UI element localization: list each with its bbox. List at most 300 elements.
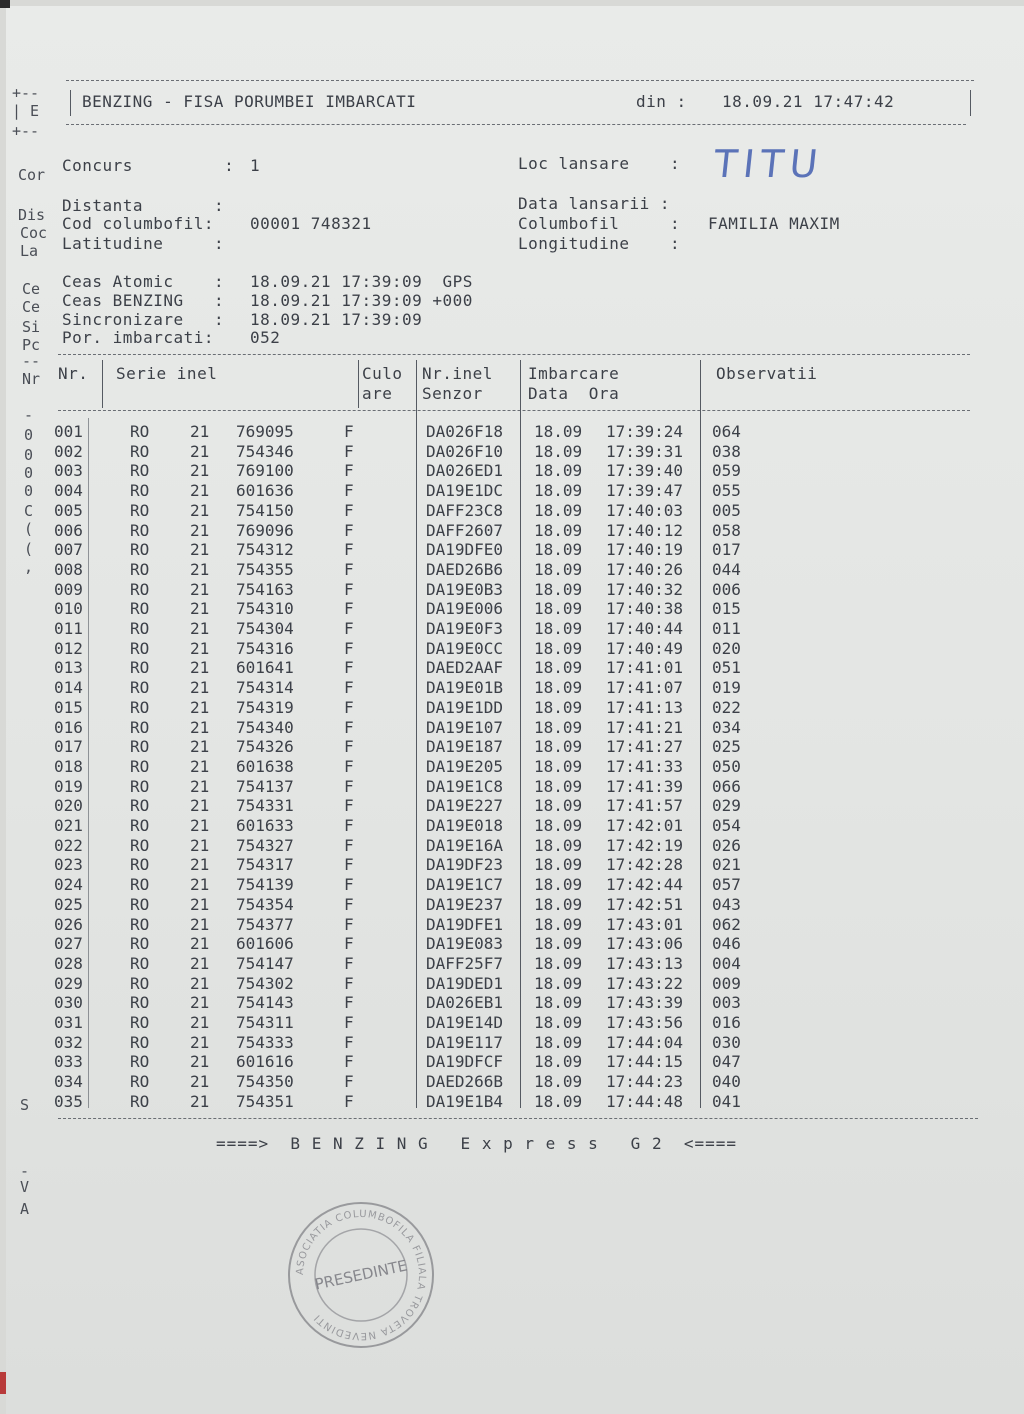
cell-country: RO <box>130 717 150 737</box>
cell-sex: F <box>344 422 354 441</box>
cell-sex: F <box>344 481 354 501</box>
cell-country: RO <box>130 638 150 658</box>
cell-data: 18.09 <box>534 737 583 757</box>
cell-sex: F <box>344 461 354 481</box>
stub-2: +-- <box>12 122 40 140</box>
cell-ring: 769095 <box>236 422 294 441</box>
cell-sex: F <box>344 697 354 717</box>
cell-country: RO <box>130 1091 150 1111</box>
cell-senzor: DA19E107 <box>426 717 504 737</box>
cell-senzor: DA19E1C7 <box>426 875 504 895</box>
cell-nr: 024 <box>54 875 83 895</box>
cell-sex: F <box>344 934 354 954</box>
title-left-bar <box>70 90 71 116</box>
cell-data: 18.09 <box>534 697 583 717</box>
cell-ring: 601641 <box>236 658 294 678</box>
table-row <box>6 1092 1024 1112</box>
cell-data: 18.09 <box>534 500 583 520</box>
cell-data: 18.09 <box>534 1072 583 1092</box>
cell-country: RO <box>130 579 150 599</box>
cell-senzor: DAFF25F7 <box>426 953 504 973</box>
cell-ora: 17:40:38 <box>606 599 684 619</box>
cell-country: RO <box>130 599 150 619</box>
cell-senzor: DA19E117 <box>426 1032 504 1052</box>
cell-data: 18.09 <box>534 638 583 658</box>
cell-year: 21 <box>190 953 210 973</box>
cell-data: 18.09 <box>534 579 583 599</box>
corner-mark <box>0 0 10 8</box>
cell-year: 21 <box>190 678 210 698</box>
cell-sex: F <box>344 776 354 796</box>
cell-nr: 013 <box>54 658 83 678</box>
cell-nr: 008 <box>54 559 83 579</box>
cell-data: 18.09 <box>534 796 583 816</box>
data-lansarii-label: Data lansarii : <box>518 194 670 213</box>
cell-sex: F <box>344 520 354 540</box>
table-row <box>6 1072 1024 1092</box>
cell-senzor: DAED2AAF <box>426 658 504 678</box>
table-row <box>6 501 1024 521</box>
cell-sex: F <box>344 658 354 678</box>
cell-nr: 002 <box>54 441 83 461</box>
table-row <box>6 954 1024 974</box>
cell-nr: 033 <box>54 1052 83 1072</box>
cell-year: 21 <box>190 914 210 934</box>
header-nr-inel-1: Nr.inel <box>422 364 493 383</box>
table-row <box>6 737 1024 757</box>
stub-0: +-- <box>12 84 40 102</box>
cell-ring: 754351 <box>236 1091 294 1111</box>
table-row <box>6 461 1024 481</box>
cell-data: 18.09 <box>534 914 583 934</box>
cell-country: RO <box>130 461 150 481</box>
cell-year: 21 <box>190 579 210 599</box>
cell-ring: 754147 <box>236 953 294 973</box>
cell-ora: 17:42:44 <box>606 875 684 895</box>
cell-obs: 011 <box>712 619 741 638</box>
cell-obs: 054 <box>712 816 741 835</box>
cell-data: 18.09 <box>534 1013 583 1032</box>
cell-obs: 004 <box>712 953 741 973</box>
cell-year: 21 <box>190 619 210 638</box>
cell-year: 21 <box>190 737 210 757</box>
cell-country: RO <box>130 1013 150 1032</box>
table-row <box>6 1052 1024 1072</box>
table-row <box>6 796 1024 816</box>
cell-country: RO <box>130 540 150 560</box>
cell-ora: 17:44:04 <box>606 1032 684 1052</box>
col-sep-nr <box>102 360 103 408</box>
cell-obs: 030 <box>712 1032 741 1052</box>
cell-nr: 005 <box>54 500 83 520</box>
cell-year: 21 <box>190 973 210 993</box>
cell-ora: 17:40:32 <box>606 579 684 599</box>
cell-ora: 17:43:01 <box>606 914 684 934</box>
cell-senzor: DA19E227 <box>426 796 504 816</box>
cell-year: 21 <box>190 796 210 816</box>
cell-ora: 17:42:19 <box>606 835 684 855</box>
cell-ring: 754319 <box>236 697 294 717</box>
cell-ring: 754326 <box>236 737 294 757</box>
cell-nr: 003 <box>54 461 83 481</box>
cell-obs: 058 <box>712 520 741 540</box>
cod-columbofil-value: 00001 748321 <box>250 214 372 233</box>
cell-country: RO <box>130 422 150 441</box>
cell-year: 21 <box>190 1091 210 1111</box>
cell-senzor: DAED26B6 <box>426 559 504 579</box>
cell-data: 18.09 <box>534 481 583 501</box>
cell-ora: 17:41:13 <box>606 697 684 717</box>
cod-columbofil-label: Cod columbofil: <box>62 214 214 233</box>
por-imbarcati-value: 052 <box>250 328 281 347</box>
cell-ora: 17:43:56 <box>606 1013 684 1032</box>
table-row <box>6 599 1024 619</box>
cell-year: 21 <box>190 1072 210 1092</box>
cell-country: RO <box>130 520 150 540</box>
cell-ora: 17:41:07 <box>606 678 684 698</box>
table-row <box>6 658 1024 678</box>
cell-senzor: DA19E0CC <box>426 638 504 658</box>
cell-data: 18.09 <box>534 973 583 993</box>
stub-12: Nr <box>22 370 41 388</box>
cell-ora: 17:41:39 <box>606 776 684 796</box>
cell-nr: 023 <box>54 855 83 875</box>
cell-nr: 011 <box>54 619 83 638</box>
cell-year: 21 <box>190 559 210 579</box>
cell-obs: 005 <box>712 500 741 520</box>
cell-senzor: DA026ED1 <box>426 461 504 481</box>
title-bottom-rule <box>66 124 966 125</box>
cell-country: RO <box>130 855 150 875</box>
cell-year: 21 <box>190 934 210 954</box>
cell-data: 18.09 <box>534 894 583 914</box>
cell-obs: 019 <box>712 678 741 698</box>
cell-senzor: DA19E083 <box>426 934 504 954</box>
cell-obs: 062 <box>712 914 741 934</box>
cell-senzor: DAED266B <box>426 1072 504 1092</box>
table-row <box>6 639 1024 659</box>
cell-year: 21 <box>190 520 210 540</box>
cell-senzor: DA19E1C8 <box>426 776 504 796</box>
cell-sex: F <box>344 835 354 855</box>
cell-ring: 754312 <box>236 540 294 560</box>
cell-obs: 040 <box>712 1072 741 1092</box>
cell-ora: 17:39:40 <box>606 461 684 481</box>
cell-obs: 064 <box>712 422 741 441</box>
cell-ring: 601636 <box>236 481 294 501</box>
cell-sex: F <box>344 500 354 520</box>
cell-country: RO <box>130 973 150 993</box>
stub-15: 0 <box>24 446 34 464</box>
table-header-top-rule <box>58 354 970 355</box>
cell-sex: F <box>344 559 354 579</box>
cell-sex: F <box>344 796 354 816</box>
cell-data: 18.09 <box>534 1091 583 1111</box>
cell-country: RO <box>130 678 150 698</box>
cell-senzor: DAFF2607 <box>426 520 504 540</box>
columbofil-value: FAMILIA MAXIM <box>708 214 840 233</box>
cell-data: 18.09 <box>534 934 583 954</box>
stamp-center-text: PRESEDINTE <box>313 1256 409 1294</box>
cell-year: 21 <box>190 540 210 560</box>
sincronizare-value: 18.09.21 17:39:09 <box>250 310 423 329</box>
cell-ring: 754137 <box>236 776 294 796</box>
table-row <box>6 619 1024 639</box>
latitudine-label: Latitudine : <box>62 234 225 253</box>
cell-ring: 754354 <box>236 894 294 914</box>
cell-obs: 051 <box>712 658 741 678</box>
title-right-bar <box>970 90 971 116</box>
cell-nr: 025 <box>54 894 83 914</box>
loc-lansare-label: Loc lansare : <box>518 154 681 173</box>
cell-data: 18.09 <box>534 855 583 875</box>
cell-nr: 031 <box>54 1013 83 1032</box>
cell-sex: F <box>344 540 354 560</box>
cell-ora: 17:44:48 <box>606 1091 684 1111</box>
header-culoare-1: Culo <box>362 364 403 383</box>
cell-senzor: DA19E1B4 <box>426 1091 504 1111</box>
cell-year: 21 <box>190 1052 210 1072</box>
cell-data: 18.09 <box>534 658 583 678</box>
stub-1: | E <box>12 102 40 120</box>
cell-senzor: DA19E1DC <box>426 481 504 501</box>
cell-senzor: DA026EB1 <box>426 993 504 1013</box>
cell-ora: 17:41:21 <box>606 717 684 737</box>
cell-sex: F <box>344 1052 354 1072</box>
cell-obs: 057 <box>712 875 741 895</box>
cell-obs: 006 <box>712 579 741 599</box>
cell-sex: F <box>344 914 354 934</box>
cell-ring: 754304 <box>236 619 294 638</box>
cell-country: RO <box>130 1052 150 1072</box>
header-culoare-2: are <box>362 384 393 403</box>
concurs-label: Concurs : <box>62 156 235 175</box>
cell-year: 21 <box>190 441 210 461</box>
cell-senzor: DA19DED1 <box>426 973 504 993</box>
cell-data: 18.09 <box>534 1032 583 1052</box>
stub-4: Dis <box>18 206 46 224</box>
cell-nr: 020 <box>54 796 83 816</box>
footer-banner: ====> B E N Z I N G E x p r e s s G 2 <==== <box>216 1134 738 1153</box>
cell-country: RO <box>130 953 150 973</box>
cell-senzor: DA19E1DD <box>426 697 504 717</box>
cell-senzor: DA026F10 <box>426 441 504 461</box>
cell-country: RO <box>130 500 150 520</box>
cell-ora: 17:43:22 <box>606 973 684 993</box>
cell-obs: 066 <box>712 776 741 796</box>
cell-ora: 17:40:44 <box>606 619 684 638</box>
cell-country: RO <box>130 619 150 638</box>
cell-data: 18.09 <box>534 816 583 835</box>
cell-country: RO <box>130 894 150 914</box>
cell-data: 18.09 <box>534 540 583 560</box>
cell-nr: 006 <box>54 520 83 540</box>
stub-10: Pc <box>22 336 41 354</box>
cell-year: 21 <box>190 993 210 1013</box>
cell-ring: 754317 <box>236 855 294 875</box>
cell-country: RO <box>130 481 150 501</box>
cell-ring: 601616 <box>236 1052 294 1072</box>
table-row <box>6 698 1024 718</box>
table-row <box>6 521 1024 541</box>
cell-obs: 020 <box>712 638 741 658</box>
cell-sex: F <box>344 894 354 914</box>
cell-country: RO <box>130 737 150 757</box>
cell-nr: 016 <box>54 717 83 737</box>
cell-senzor: DA19E0B3 <box>426 579 504 599</box>
cell-obs: 029 <box>712 796 741 816</box>
cell-country: RO <box>130 1072 150 1092</box>
cell-obs: 015 <box>712 599 741 619</box>
cell-country: RO <box>130 993 150 1013</box>
cell-year: 21 <box>190 658 210 678</box>
cell-senzor: DA19E16A <box>426 835 504 855</box>
cell-ora: 17:42:28 <box>606 855 684 875</box>
cell-sex: F <box>344 638 354 658</box>
stub-18: C <box>24 502 34 520</box>
cell-year: 21 <box>190 422 210 441</box>
cell-ring: 754139 <box>236 875 294 895</box>
table-row <box>6 934 1024 954</box>
cell-senzor: DAFF23C8 <box>426 500 504 520</box>
cell-ring: 754333 <box>236 1032 294 1052</box>
cell-year: 21 <box>190 835 210 855</box>
stub-23: - <box>20 1162 30 1180</box>
cell-nr: 022 <box>54 835 83 855</box>
table-row <box>6 816 1024 836</box>
stub-5: Coc <box>20 224 48 242</box>
cell-sex: F <box>344 816 354 835</box>
cell-obs: 059 <box>712 461 741 481</box>
cell-ora: 17:41:33 <box>606 756 684 776</box>
stub-25: A <box>20 1200 30 1218</box>
cell-year: 21 <box>190 816 210 835</box>
cell-data: 18.09 <box>534 776 583 796</box>
cell-nr: 007 <box>54 540 83 560</box>
por-imbarcati-label: Por. imbarcati: <box>62 328 214 347</box>
cell-ora: 17:41:01 <box>606 658 684 678</box>
cell-ring: 754340 <box>236 717 294 737</box>
cell-obs: 025 <box>712 737 741 757</box>
cell-obs: 016 <box>712 1013 741 1032</box>
stub-17: 0 <box>24 482 34 500</box>
concurs-value: 1 <box>250 156 261 175</box>
cell-country: RO <box>130 756 150 776</box>
cell-nr: 015 <box>54 697 83 717</box>
cell-nr: 014 <box>54 678 83 698</box>
cell-country: RO <box>130 796 150 816</box>
cell-year: 21 <box>190 776 210 796</box>
cell-nr: 027 <box>54 934 83 954</box>
stub-22: S <box>20 1096 30 1114</box>
cell-ora: 17:39:47 <box>606 481 684 501</box>
table-row <box>6 1013 1024 1033</box>
cell-ring: 601633 <box>236 816 294 835</box>
cell-sex: F <box>344 678 354 698</box>
cell-data: 18.09 <box>534 461 583 481</box>
table-bottom-rule <box>58 1118 978 1119</box>
club-stamp <box>286 1200 436 1350</box>
cell-year: 21 <box>190 875 210 895</box>
table-row <box>6 678 1024 698</box>
cell-sex: F <box>344 1032 354 1052</box>
cell-nr: 009 <box>54 579 83 599</box>
cell-year: 21 <box>190 599 210 619</box>
cell-ora: 17:40:19 <box>606 540 684 560</box>
cell-senzor: DA19E018 <box>426 816 504 835</box>
cell-nr: 018 <box>54 756 83 776</box>
table-row <box>6 836 1024 856</box>
cell-ring: 754316 <box>236 638 294 658</box>
cell-country: RO <box>130 875 150 895</box>
cell-data: 18.09 <box>534 835 583 855</box>
cell-year: 21 <box>190 894 210 914</box>
table-row <box>6 540 1024 560</box>
cell-obs: 009 <box>712 973 741 993</box>
cell-country: RO <box>130 776 150 796</box>
cell-sex: F <box>344 855 354 875</box>
cell-country: RO <box>130 1032 150 1052</box>
stub-20: ( <box>24 540 34 558</box>
cell-obs: 041 <box>712 1091 741 1111</box>
table-row <box>6 777 1024 797</box>
din-label: din : <box>636 92 687 111</box>
stub-11: -- <box>22 352 41 370</box>
cell-nr: 004 <box>54 481 83 501</box>
table-row <box>6 580 1024 600</box>
cell-sex: F <box>344 619 354 638</box>
ceas-atomic-label: Ceas Atomic : <box>62 272 225 291</box>
table-row <box>6 875 1024 895</box>
cell-sex: F <box>344 1091 354 1111</box>
stub-13: - <box>24 406 34 424</box>
header-observatii: Observatii <box>716 364 818 383</box>
cell-ora: 17:40:03 <box>606 500 684 520</box>
cell-data: 18.09 <box>534 599 583 619</box>
cell-sex: F <box>344 1072 354 1092</box>
cell-obs: 055 <box>712 481 741 501</box>
cell-obs: 034 <box>712 717 741 737</box>
cell-country: RO <box>130 441 150 461</box>
cell-data: 18.09 <box>534 1052 583 1072</box>
cell-nr: 029 <box>54 973 83 993</box>
distanta-label: Distanta : <box>62 196 225 215</box>
cell-data: 18.09 <box>534 993 583 1013</box>
cell-ora: 17:40:12 <box>606 520 684 540</box>
cell-nr: 012 <box>54 638 83 658</box>
cell-nr: 034 <box>54 1072 83 1092</box>
cell-data: 18.09 <box>534 717 583 737</box>
cell-country: RO <box>130 658 150 678</box>
header-serie-inel: Serie inel <box>116 364 218 383</box>
cell-data: 18.09 <box>534 619 583 638</box>
cell-data: 18.09 <box>534 875 583 895</box>
cell-ora: 17:41:57 <box>606 796 684 816</box>
stamp-ring-text: ASOCIATIA COLUMBOFILA FILIALA TROVETA NEVEDINTI <box>294 1208 428 1342</box>
cell-year: 21 <box>190 638 210 658</box>
cell-ring: 754150 <box>236 500 294 520</box>
cell-year: 21 <box>190 1032 210 1052</box>
cell-nr: 032 <box>54 1032 83 1052</box>
cell-ora: 17:39:24 <box>606 422 684 441</box>
cell-ring: 754163 <box>236 579 294 599</box>
cell-nr: 019 <box>54 776 83 796</box>
cell-ora: 17:43:13 <box>606 953 684 973</box>
cell-ring: 754311 <box>236 1013 294 1032</box>
cell-data: 18.09 <box>534 678 583 698</box>
cell-sex: F <box>344 737 354 757</box>
stub-19: ( <box>24 520 34 538</box>
